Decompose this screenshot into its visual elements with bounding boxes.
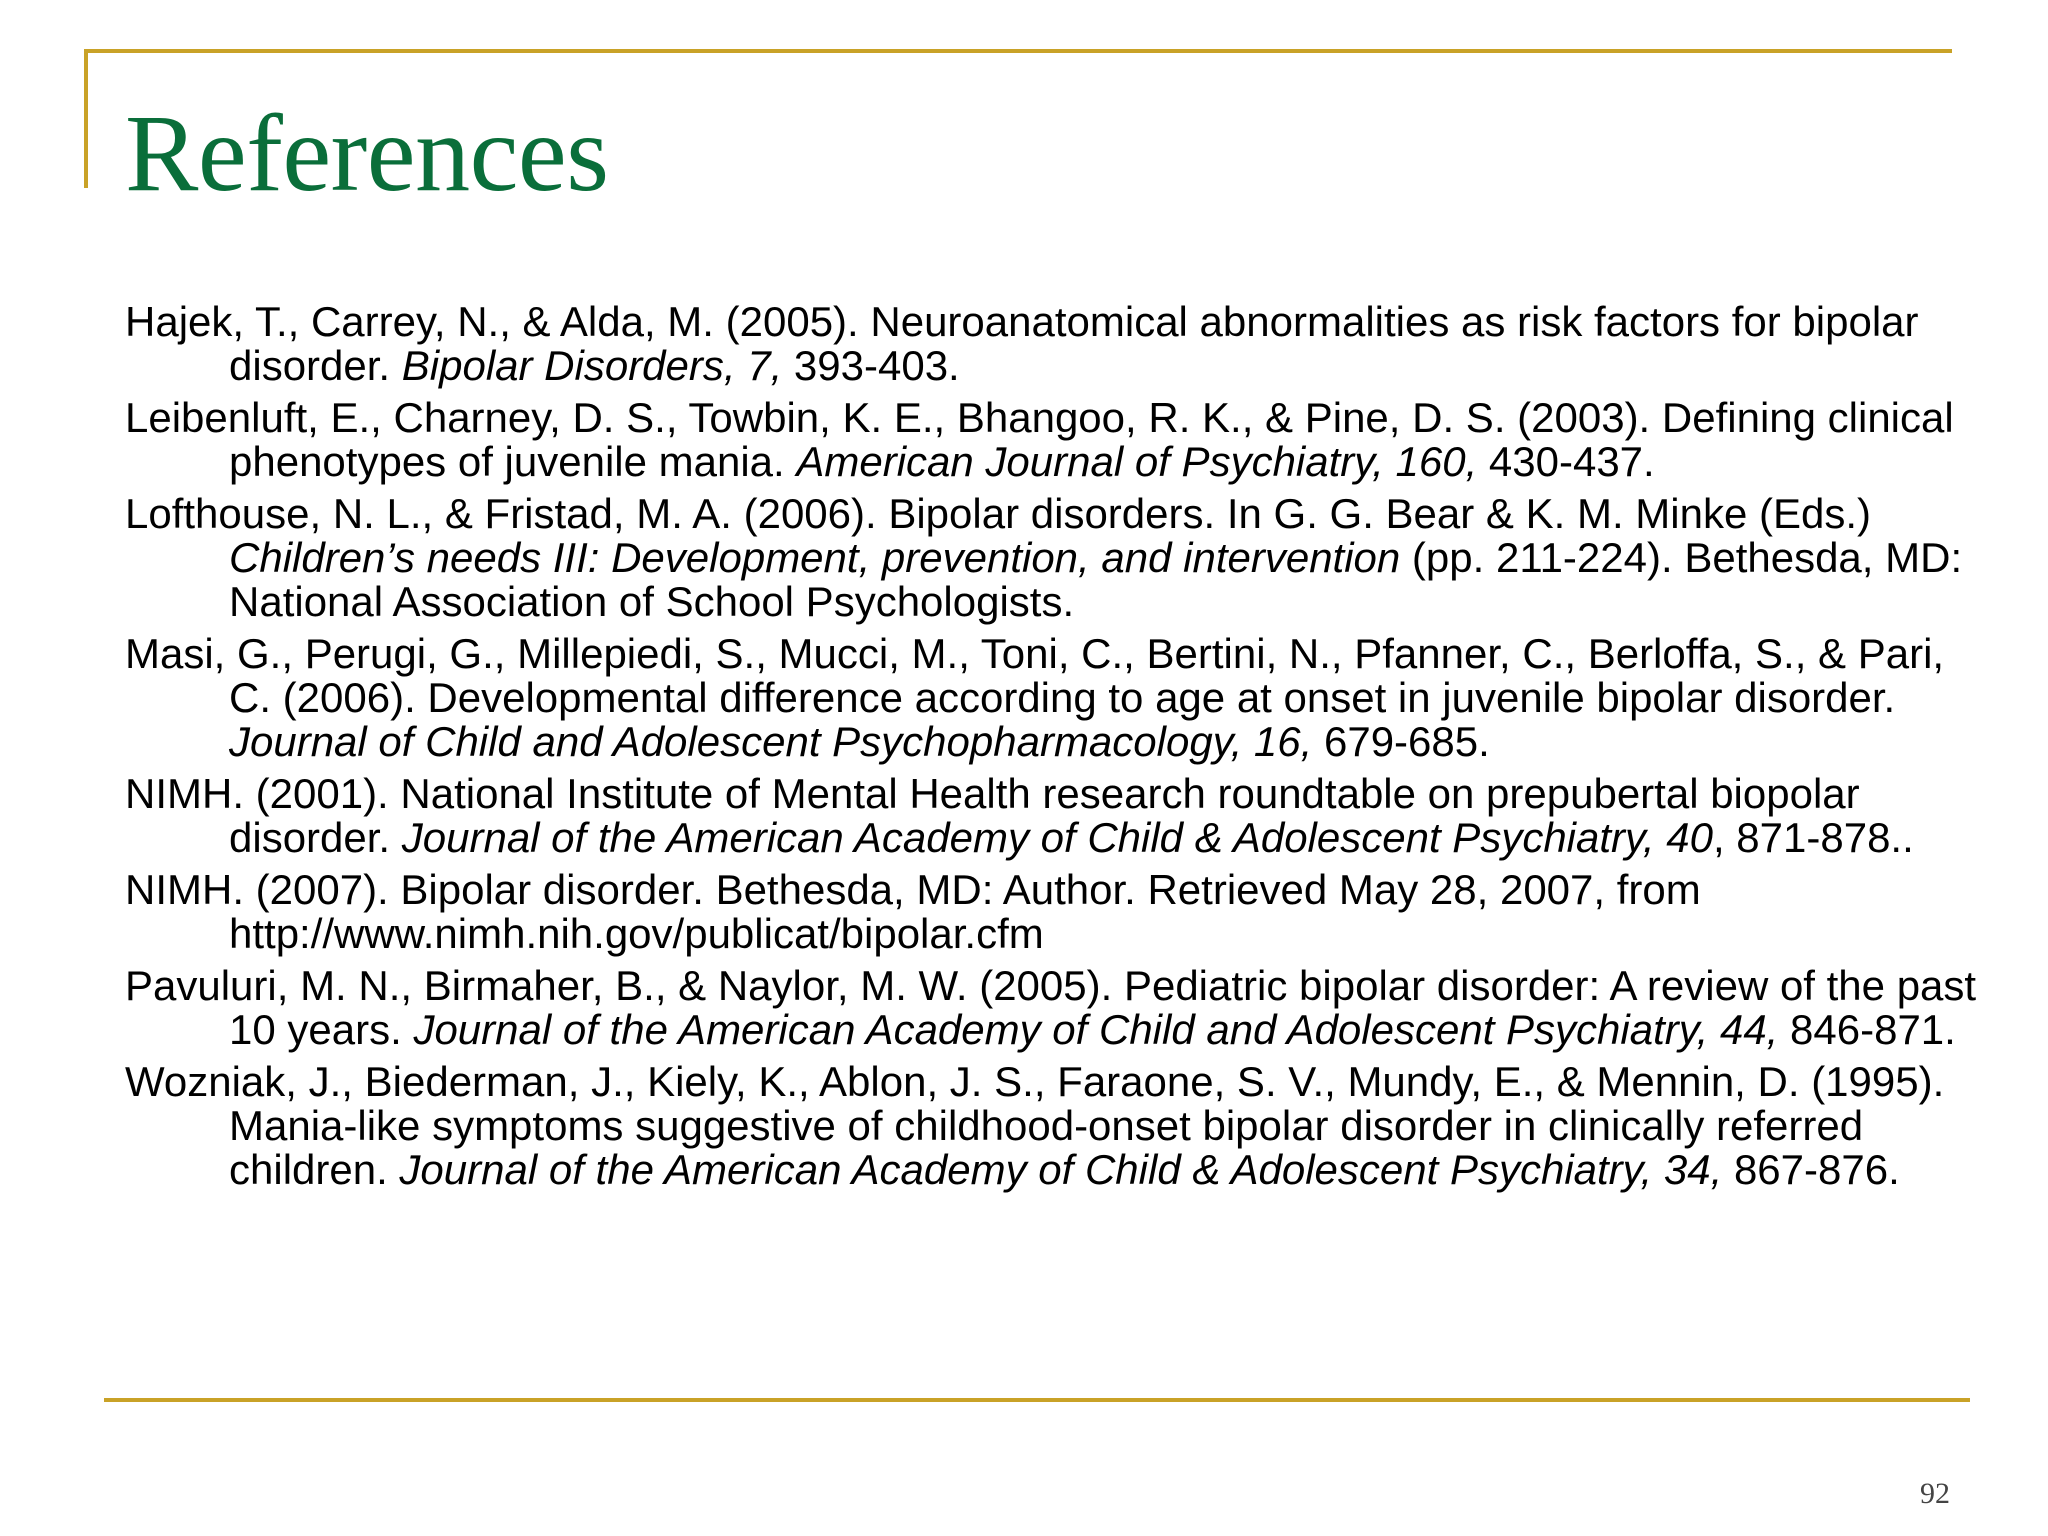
slide-title: References (125, 92, 609, 214)
top-border-line (84, 49, 1952, 53)
reference-source: Journal of the American Academy of Child & Adolescent Psychiatry, 34, (399, 1146, 1723, 1193)
reference-text: Masi, G., Perugi, G., Millepiedi, S., Mucci, M., Toni, C., Bertini, N., Pfanner, C., Berloffa, S., & Pari, C. (2006). Developmental difference according to age at onset in juvenile bipolar disorder. (125, 630, 1945, 721)
reference-source: Bipolar Disorders, 7, (401, 342, 783, 389)
reference-item (125, 492, 1985, 624)
reference-text: Hajek, T., Carrey, N., & Alda, M. (2005). Neuroanatomical abnormalities as risk factors for bipolar disorder. (125, 298, 1919, 389)
reference-text: NIMH. (2001). National Institute of Mental Health research roundtable on prepubertal biopolar disorder. (125, 770, 1860, 861)
reference-item (125, 632, 1985, 764)
reference-pages: 846-871. (1778, 1006, 1956, 1053)
reference-text: Leibenluft, E., Charney, D. S., Towbin, K. E., Bhangoo, R. K., & Pine, D. S. (2003). Defining clinical phenotypes of juvenile mania. (125, 394, 1954, 485)
reference-source: Children’s needs III: Development, prevention, and intervention (229, 534, 1401, 581)
page-number: 92 (1920, 1477, 1950, 1510)
reference-item (125, 1060, 1985, 1192)
reference-item (125, 396, 1985, 484)
reference-pages: 867-876. (1722, 1146, 1900, 1193)
reference-item (125, 964, 1985, 1052)
reference-source: Journal of the American Academy of Child & Adolescent Psychiatry, 40 (401, 814, 1713, 861)
left-border-line (84, 49, 88, 188)
reference-pages: 430-437. (1477, 438, 1655, 485)
reference-item (125, 868, 1985, 956)
reference-pages: (pp. 211-224). Bethesda, MD: National Association of School Psychologists. (229, 534, 1963, 625)
reference-pages: 393-403. (782, 342, 960, 389)
reference-source: Journal of Child and Adolescent Psychopharmacology, 16, (229, 718, 1313, 765)
reference-list (125, 300, 1985, 1200)
reference-pages: 679-685. (1312, 718, 1490, 765)
reference-text: Pavuluri, M. N., Birmaher, B., & Naylor, M. W. (2005). Pediatric bipolar disorder: A review of the past 10 years. (125, 962, 1977, 1053)
reference-text: NIMH. (2007). Bipolar disorder. Bethesda, MD: Author. Retrieved May 28, 2007, from http://www.nimh.nih.gov/publicat/bipolar.cfm (125, 866, 1701, 957)
reference-item (125, 300, 1985, 388)
reference-item (125, 772, 1985, 860)
reference-source: American Journal of Psychiatry, 160, (796, 438, 1478, 485)
bottom-border-line (104, 1398, 1970, 1402)
reference-pages: , 871-878.. (1712, 814, 1914, 861)
reference-text: Wozniak, J., Biederman, J., Kiely, K., Ablon, J. S., Faraone, S. V., Mundy, E., & Mennin, D. (1995). Mania-like symptoms suggestive of childhood-onset bipolar disorder in clinically referred children. (125, 1058, 1945, 1193)
reference-text: Lofthouse, N. L., & Fristad, M. A. (2006). Bipolar disorders. In G. G. Bear & K. M. Minke (Eds.) (125, 490, 1871, 537)
reference-source: Journal of the American Academy of Child and Adolescent Psychiatry, 44, (413, 1006, 1779, 1053)
